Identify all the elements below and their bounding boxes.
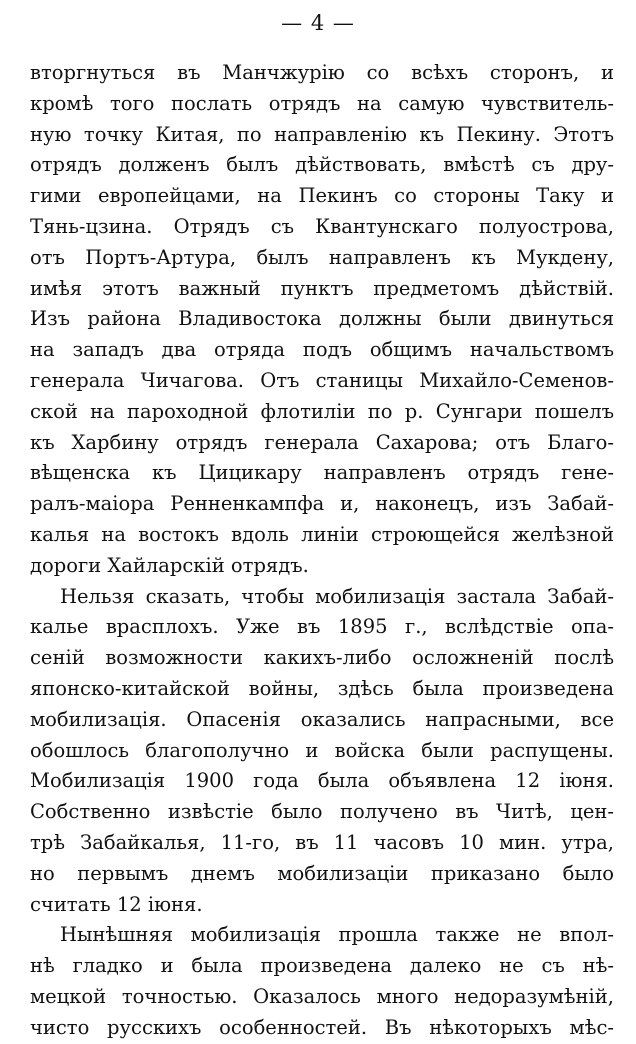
text-line: Тянь-цзина. Отрядъ съ Квантунскаго полуострова,	[30, 214, 614, 238]
text-line: нѣ гладко и была произведена далеко не съ нѣ-	[30, 954, 614, 978]
text-line: Нынѣшняя мобилизація прошла также не впол-	[60, 923, 614, 947]
text-line: калье врасплохъ. Уже въ 1895 г., вслѣдствіе опа-	[30, 615, 614, 639]
text-line: къ Харбину отрядъ генерала Сахарова; отъ Благо-	[30, 430, 614, 454]
text-line: сеній возможности какихъ-либо осложненій послѣ	[30, 646, 614, 670]
text-line: мобилизація. Опасенія оказались напрасными, все	[30, 707, 614, 731]
text-line: чисто русскихъ особенностей. Въ нѣкоторыхъ мѣс-	[30, 1015, 614, 1039]
text-line: но первымъ днемъ мобилизаціи приказано было	[30, 861, 614, 885]
paragraph	[30, 58, 614, 582]
text-line: калья на востокъ вдоль линіи строющейся желѣзной	[30, 522, 614, 546]
text-line: гими европейцами, на Пекинъ со стороны Таку и	[30, 184, 614, 208]
text-line: обошлось благополучно и войска были распущены.	[30, 738, 614, 762]
body-text	[30, 58, 614, 1044]
text-line: генерала Чичагова. Отъ станицы Михайло-Семенов-	[30, 368, 614, 392]
text-line: вѣщенска къ Цицикару направленъ отрядъ гене-	[30, 461, 614, 485]
paragraph	[30, 920, 614, 1043]
text-line: ралъ-маіора Ренненкампфа и, наконецъ, изъ Забай-	[30, 492, 614, 516]
text-line: Изъ района Владивостока должны были двинуться	[30, 307, 614, 331]
text-line: мецкой точностью. Оказалось много недоразумѣній,	[30, 984, 614, 1008]
text-line: Мобилизація 1900 года была объявлена 12 іюня.	[30, 769, 614, 793]
text-line: ской на пароходной флотиліи по р. Сунгари пошелъ	[30, 399, 614, 423]
text-line: кромѣ того послать отрядъ на самую чувствитель-	[30, 91, 614, 115]
text-line: отрядъ долженъ былъ дѣйствовать, вмѣстѣ съ дру-	[30, 153, 614, 177]
text-line: трѣ Забайкалья, 11-го, въ 11 часовъ 10 мин. утра,	[30, 830, 614, 854]
text-line: вторгнуться въ Манчжурію со всѣхъ сторонъ, и	[30, 61, 614, 84]
text-line: Собственно извѣстіе было получено въ Читѣ, цен-	[30, 800, 614, 824]
text-line: на западъ два отряда подъ общимъ начальствомъ	[30, 338, 614, 362]
text-line: ную точку Китая, по направленію къ Пекину. Этотъ	[30, 122, 614, 146]
text-line: дороги Хайларскій отрядъ.	[30, 553, 309, 577]
page-number: — 4 —	[281, 11, 355, 35]
text-line: отъ Портъ-Артура, былъ направленъ къ Мукдену,	[30, 245, 614, 269]
text-line: считать 12 іюня.	[30, 892, 203, 916]
text-line: имѣя этотъ важный пунктъ предметомъ дѣйствій.	[30, 276, 614, 300]
text-line: японско-китайской войны, здѣсь была произведена	[30, 676, 614, 700]
text-line: Нельзя сказать, чтобы мобилизація застала Забай-	[60, 584, 614, 608]
paragraph	[30, 582, 614, 921]
